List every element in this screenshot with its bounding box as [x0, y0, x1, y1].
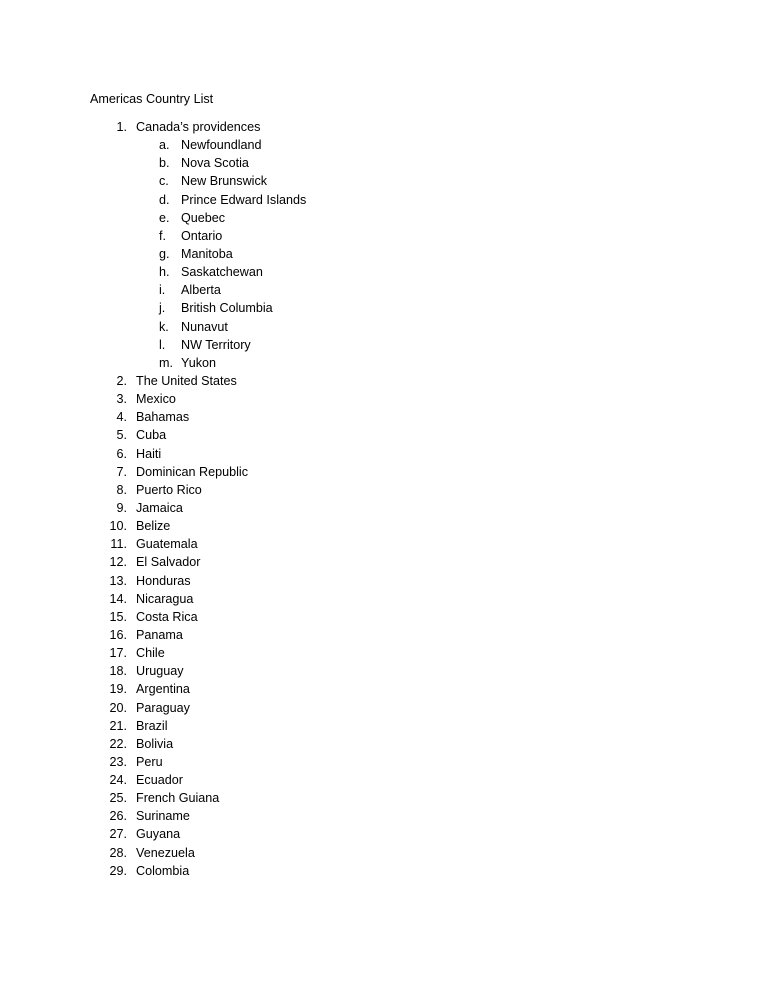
sub-list-item: [0, 299, 768, 317]
list-item: [0, 735, 768, 753]
list-item-label: Paraguay: [136, 700, 190, 715]
list-item-label: Panama: [136, 627, 183, 642]
list-item: [0, 771, 768, 789]
list-item-label: Dominican Republic: [136, 464, 248, 479]
list-item: [0, 662, 768, 680]
list-marker: 5.: [116, 428, 127, 443]
list-item: [0, 862, 768, 880]
country-list: [0, 118, 768, 880]
list-item: [0, 644, 768, 662]
list-item-label: Puerto Rico: [136, 482, 202, 497]
list-marker: 15.: [109, 609, 127, 624]
list-marker: e.: [159, 210, 170, 225]
list-marker: h.: [159, 265, 170, 280]
list-item-label: Saskatchewan: [181, 265, 263, 280]
list-marker: 20.: [109, 700, 127, 715]
sub-list-item: [0, 281, 768, 299]
list-item-label: El Salvador: [136, 555, 201, 570]
list-item-label: Quebec: [181, 210, 226, 225]
sub-list-item: [0, 209, 768, 227]
list-item-label: Suriname: [136, 809, 190, 824]
sub-list-item: [0, 336, 768, 354]
list-item-label: French Guiana: [136, 791, 220, 806]
list-item-label: Ecuador: [136, 773, 183, 788]
sub-list-item: [0, 191, 768, 209]
sub-list-item: [0, 354, 768, 372]
list-item-label: New Brunswick: [181, 174, 268, 189]
list-item: [0, 372, 768, 390]
list-item-label: Mexico: [136, 392, 176, 407]
list-item-label: Ontario: [181, 228, 223, 243]
list-marker: a.: [159, 138, 170, 153]
list-item-label: Alberta: [181, 283, 221, 298]
sub-list-item: [0, 172, 768, 190]
list-marker: 9.: [116, 500, 127, 515]
list-item: [0, 680, 768, 698]
list-marker: b.: [159, 156, 170, 171]
list-item-label: Belize: [136, 519, 171, 534]
list-marker: 11.: [110, 537, 127, 552]
list-marker: d.: [159, 192, 170, 207]
sub-list-item: [0, 136, 768, 154]
list-item: [0, 481, 768, 499]
list-item: [0, 426, 768, 444]
list-item: [0, 608, 768, 626]
list-item: [0, 445, 768, 463]
list-marker: 18.: [109, 664, 127, 679]
list-marker: 6.: [116, 446, 127, 461]
list-item-label: Newfoundland: [181, 138, 262, 153]
list-marker: 7.: [116, 464, 127, 479]
list-item-label: Peru: [136, 754, 163, 769]
list-item: [0, 807, 768, 825]
list-marker: 23.: [109, 754, 127, 769]
sub-list-item: [0, 227, 768, 245]
list-item-label: Uruguay: [136, 664, 184, 679]
list-marker: 19.: [109, 682, 127, 697]
list-item: [0, 118, 768, 136]
list-marker: 24.: [109, 773, 127, 788]
list-item-label: Bolivia: [136, 736, 174, 751]
list-marker: 10.: [109, 519, 127, 534]
list-item: [0, 572, 768, 590]
document-title: Americas Country List: [90, 92, 214, 106]
list-item-label: NW Territory: [181, 337, 251, 352]
list-marker: 22.: [109, 736, 127, 751]
list-marker: 4.: [116, 410, 127, 425]
list-marker: 17.: [109, 646, 127, 661]
list-marker: k.: [159, 319, 169, 334]
list-item-label: Chile: [136, 646, 165, 661]
list-marker: 1.: [116, 120, 127, 134]
list-marker: 29.: [109, 863, 127, 878]
list-item-label: Prince Edward Islands: [181, 192, 307, 207]
list-marker: 12.: [109, 555, 127, 570]
list-item-label: Jamaica: [136, 500, 183, 515]
list-item: [0, 626, 768, 644]
list-item: [0, 753, 768, 771]
list-item: [0, 535, 768, 553]
sub-list-item: [0, 245, 768, 263]
list-item-label: Cuba: [136, 428, 167, 443]
list-item-label: Costa Rica: [136, 609, 198, 624]
list-marker: 25.: [109, 791, 127, 806]
list-marker: 28.: [109, 845, 127, 860]
list-marker: 3.: [116, 392, 127, 407]
list-item-label: Colombia: [136, 863, 190, 878]
list-item-label: Guatemala: [136, 537, 198, 552]
list-item: [0, 390, 768, 408]
list-item: [0, 408, 768, 426]
list-marker: 26.: [109, 809, 127, 824]
list-item-label: Nicaragua: [136, 591, 194, 606]
list-item-label: Honduras: [136, 573, 191, 588]
list-item-label: British Columbia: [181, 301, 273, 316]
list-item-label: Argentina: [136, 682, 190, 697]
list-item-label: Brazil: [136, 718, 168, 733]
list-item-label: Venezuela: [136, 845, 195, 860]
list-item: [0, 844, 768, 862]
list-item-label: Canada’s providences: [136, 120, 261, 134]
list-marker: 27.: [109, 827, 127, 842]
list-marker: 8.: [116, 482, 127, 497]
list-item-label: Guyana: [136, 827, 181, 842]
list-marker: 21.: [109, 718, 127, 733]
list-marker: f.: [159, 228, 166, 243]
list-marker: m.: [159, 355, 173, 370]
list-item: [0, 463, 768, 481]
list-item-label: Bahamas: [136, 410, 190, 425]
list-item-label: Haiti: [136, 446, 162, 461]
list-marker: 14.: [109, 591, 127, 606]
list-marker: i.: [159, 283, 166, 298]
list-item: [0, 590, 768, 608]
list-marker: 2.: [116, 373, 127, 388]
sub-list-item: [0, 154, 768, 172]
list-marker: g.: [159, 246, 170, 261]
list-item-label: Nunavut: [181, 319, 228, 334]
list-item: [0, 699, 768, 717]
list-item: [0, 499, 768, 517]
list-item-label: Yukon: [181, 355, 217, 370]
list-item: [0, 825, 768, 843]
list-marker: j.: [159, 301, 166, 316]
list-item: [0, 553, 768, 571]
list-item: [0, 789, 768, 807]
list-marker: l.: [159, 337, 166, 352]
list-item: [0, 517, 768, 535]
list-item-label: Manitoba: [181, 246, 233, 261]
sub-list-item: [0, 318, 768, 336]
list-marker: 13.: [109, 573, 127, 588]
list-marker: c.: [159, 174, 169, 189]
list-marker: 16.: [109, 627, 127, 642]
list-item-label: The United States: [136, 373, 237, 388]
list-item: [0, 717, 768, 735]
sub-list-item: [0, 263, 768, 281]
list-item-label: Nova Scotia: [181, 156, 249, 171]
